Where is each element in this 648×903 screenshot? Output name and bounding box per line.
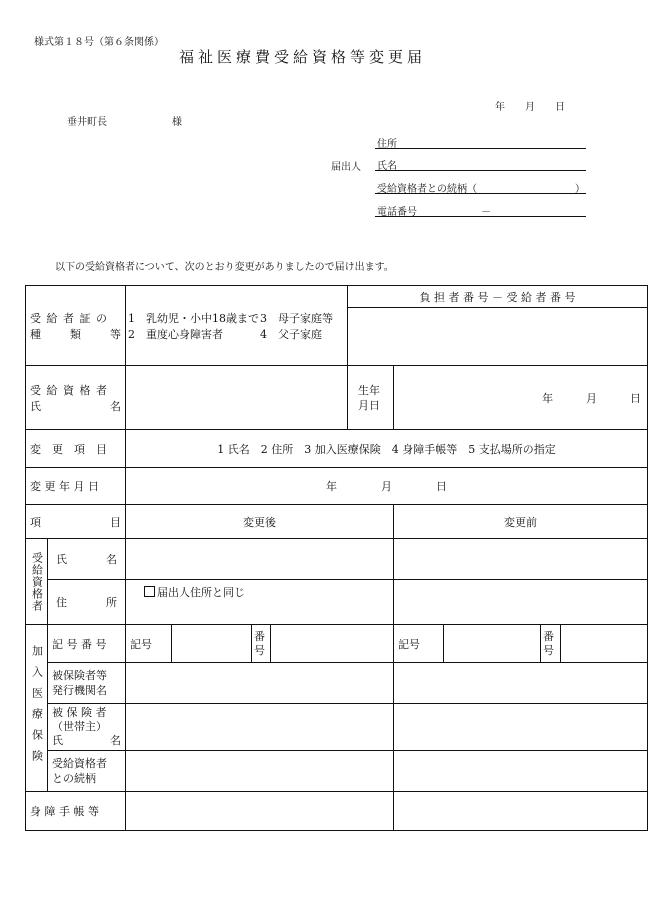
disability-label-cell: [26, 792, 126, 831]
cert-type-label-2b: 類: [70, 327, 81, 341]
change-items-cell[interactable]: [126, 430, 648, 468]
cert-option-3[interactable]: 3 母子家庭等: [260, 311, 333, 325]
cert-type-label-2a: 種: [30, 327, 41, 341]
insured-after-field[interactable]: [126, 704, 394, 751]
applicant-relation-label: 受給資格者との続柄（: [377, 184, 477, 195]
name-label-a: 氏: [56, 553, 67, 566]
symbol-number-label: 記 号 番 号: [52, 637, 107, 651]
item-label-cell: [26, 505, 126, 539]
before-header: [394, 505, 648, 539]
after-label: 変更後: [243, 515, 276, 529]
cert-type-label-2c: 等: [110, 327, 121, 341]
group-recipient-label: 受給資格者: [30, 551, 44, 612]
recipient-label-2a: 氏: [30, 399, 41, 413]
change-form-table: [25, 285, 648, 831]
after-symbol-field[interactable]: [172, 625, 252, 663]
addressee: 垂井町長: [67, 117, 107, 128]
address-label-b: 所: [106, 596, 117, 609]
birth-date-field[interactable]: [394, 366, 648, 430]
group-insurance-cell: [26, 625, 48, 792]
applicant-label: 届出人: [331, 162, 361, 173]
change-date-label: 変 更 年 月 日: [30, 480, 99, 493]
insurer-after-field[interactable]: [126, 663, 394, 704]
insured-label-1: 被 保 険 者: [52, 706, 107, 719]
applicant-address-label: 住所: [377, 139, 397, 150]
recipient-label-cell: [26, 366, 126, 430]
same-address-checkbox[interactable]: [144, 586, 155, 597]
change-item-label: 変 更 項 目: [30, 442, 107, 456]
cert-type-label-cell: [26, 286, 126, 366]
relation-label-2: との続柄: [52, 772, 96, 785]
relation-label-cell: [48, 751, 126, 792]
form-title: 福祉医療費受給資格等変更届: [179, 48, 427, 66]
burden-number-header: [348, 286, 648, 308]
before-number-label-cell: [541, 625, 561, 663]
change-date-field[interactable]: [126, 468, 648, 505]
group-recipient-cell: [26, 539, 48, 625]
applicant-relation-line[interactable]: [375, 193, 586, 194]
change-items: 1 氏名 2 住所 3 加入医療保険 4 身障手帳等 5 支払場所の指定: [217, 442, 556, 456]
item-label-b: 目: [110, 515, 121, 529]
intro-text: 以下の受給資格者について、次のとおり変更がありましたので届け出ます。: [55, 262, 394, 273]
addressee-honorific: 様: [172, 117, 182, 128]
after-number-field[interactable]: [271, 625, 394, 663]
birth-date-value: 年 月 日: [542, 391, 642, 405]
relation-label-1: 受給資格者: [52, 757, 107, 770]
after-symbol-label: 記号: [130, 637, 152, 651]
form-number: 様式第１８号（第６条関係）: [34, 37, 164, 48]
address-after-field[interactable]: [126, 580, 394, 625]
cert-type-label-1: 受 給 者 証 の: [30, 311, 108, 325]
group-insurance-label: 加入医療保険: [30, 645, 44, 771]
before-symbol-label-cell: [394, 625, 444, 663]
recipient-name-field[interactable]: [126, 366, 348, 430]
cert-option-2[interactable]: 2 重度心身障害者: [128, 327, 223, 341]
relation-after-field[interactable]: [126, 751, 394, 792]
insurer-before-field[interactable]: [394, 663, 648, 704]
change-date-value: 年 月 日: [326, 480, 448, 493]
insurer-label-1: 被保険者等: [52, 669, 107, 682]
disability-before-field[interactable]: [394, 792, 648, 831]
after-number-label: 番号: [254, 629, 265, 657]
name-before-field[interactable]: [394, 539, 648, 580]
symbol-number-label-cell: [48, 625, 126, 663]
burden-number-field[interactable]: [348, 308, 648, 366]
insurer-label-2: 発行機関名: [52, 684, 107, 697]
insured-before-field[interactable]: [394, 704, 648, 751]
applicant-name-line[interactable]: [375, 170, 586, 171]
before-number-label: 番号: [543, 629, 554, 657]
address-label-a: 住: [56, 596, 67, 609]
item-label-a: 項: [30, 515, 41, 529]
recipient-label-1: 受 給 資 格 者: [30, 383, 108, 397]
applicant-phone-dash: －: [481, 207, 491, 218]
insured-label-3b: 名: [110, 734, 121, 747]
after-number-label-cell: [252, 625, 271, 663]
applicant-phone-line[interactable]: [375, 216, 586, 217]
birth-label: 生年月日: [358, 383, 380, 412]
insured-label-3a: 氏: [52, 734, 63, 747]
change-date-label-cell: [26, 468, 126, 505]
address-before-field[interactable]: [394, 580, 648, 625]
address-label-cell: [48, 580, 126, 625]
applicant-phone-label: 電話番号: [377, 207, 417, 218]
burden-number-label: 負 担 者 番 号 － 受 給 者 番 号: [419, 290, 576, 304]
after-header: [126, 505, 394, 539]
insured-label-cell: [48, 704, 126, 751]
applicant-relation-close: ）: [575, 184, 585, 195]
change-item-label-cell: [26, 430, 126, 468]
cert-type-options-cell: [126, 286, 348, 366]
after-symbol-label-cell: [126, 625, 172, 663]
before-label: 変更前: [504, 515, 538, 529]
name-label-b: 名: [106, 553, 117, 566]
before-number-field[interactable]: [561, 625, 648, 663]
name-label-cell: [48, 539, 126, 580]
insurer-label-cell: [48, 663, 126, 704]
applicant-name-label: 氏名: [377, 161, 397, 172]
recipient-label-2b: 名: [110, 399, 121, 413]
cert-option-4[interactable]: 4 父子家庭: [260, 327, 322, 341]
disability-after-field[interactable]: [126, 792, 394, 831]
disability-label: 身 障 手 帳 等: [30, 805, 99, 818]
applicant-address-line[interactable]: [375, 148, 586, 149]
before-symbol-label: 記号: [398, 637, 420, 651]
cert-option-1[interactable]: 1 乳幼児・小中18歳まで: [128, 311, 259, 325]
date-label: 年 月 日: [495, 102, 565, 113]
same-address-label: 届出人住所と同じ: [157, 586, 245, 599]
insured-label-2: （世帯主）: [52, 720, 107, 733]
birth-label-cell: [348, 366, 394, 430]
relation-before-field[interactable]: [394, 751, 648, 792]
name-after-field[interactable]: [126, 539, 394, 580]
before-symbol-field[interactable]: [444, 625, 541, 663]
